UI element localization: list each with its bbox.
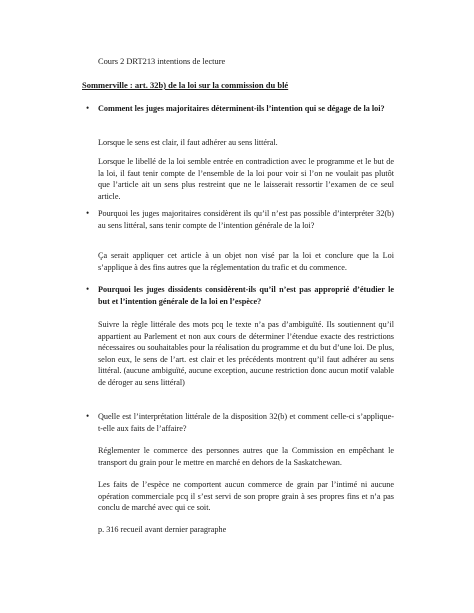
question-1: Comment les juges majoritaires déterminent-ils l’intention qui se dégage de la loi? [98,104,385,113]
bullet-4: • [86,411,90,421]
answer-1: Lorsque le sens est clair, il faut adhérer au sens littéral. [98,138,278,147]
section-heading: Sommerville : art. 32b) de la loi sur la commission du blé [82,80,289,90]
bullet-2: • [86,208,90,218]
answer-4b: Les faits de l’espèce ne comportent aucun commerce de grain par l’intimé ni aucune opération commerciale pcq il s’est servi de son propre grain à ses propres fins et n’a pas conclu de marché avec qui ce soit. [98,480,394,512]
question-3: Pourquoi les juges dissidents considèrent-ils qu’il n’est pas approprié d’étudier le but et l’intention générale de la loi en l’espèce? [98,285,394,306]
page-reference: p. 316 recueil avant dernier paragraphe [98,525,227,534]
answer-2: Ça serait appliquer cet article à un objet non visé par la loi et conclure que la Loi s’applique à des fins autres que la réglementation du trafic et du commence. [98,251,394,272]
question-4: Quelle est l’interprétation littérale de la disposition 32(b) et comment celle-ci s’applique-t-elle aux faits de l’affaire? [98,412,394,433]
bullet-3: • [86,284,90,294]
answer-1b: Lorsque le libellé de la loi semble entrée en contradiction avec le programme et le but de la loi, il faut tenir compte de l’ensemble de la loi pour voir si l’on ne voulait pas plutôt que l’article ait un sens plus restreint que ne le laisserait ressortir l’examen de ce seul article. [98,157,394,201]
answer-4: Réglementer le commerce des personnes autres que la Commission en empêchant le transport du grain pour le mettre en marché en dehors de la Saskatchewan. [98,446,394,467]
question-2: Pourquoi les juges majoritaires considèrent ils qu’il n’est pas possible d’interpréter 32(b) au sens littéral, sans tenir compte de l’intention générale de la loi? [98,209,394,230]
course-title: Cours 2 DRT213 intentions de lecture [98,57,226,66]
answer-3: Suivre la règle littérale des mots pcq le texte n’a pas d’ambiguïté. Ils soutiennent qu’il appartient au Parlement et non aux cours de déterminer l’étendue exacte des restrictions nécessaires ou souhaitables pour la réalisation du programme et du but d’une loi. De plus, selon eux, le sens de l’art. est clair et les précédents montrent qu’il faut adhérer au sens littéral. (aucune ambiguïté, aucune exception, aucune restriction donc aucun motif valable de déroger au sens littéral) [98,320,394,387]
bullet-1: • [86,103,90,113]
